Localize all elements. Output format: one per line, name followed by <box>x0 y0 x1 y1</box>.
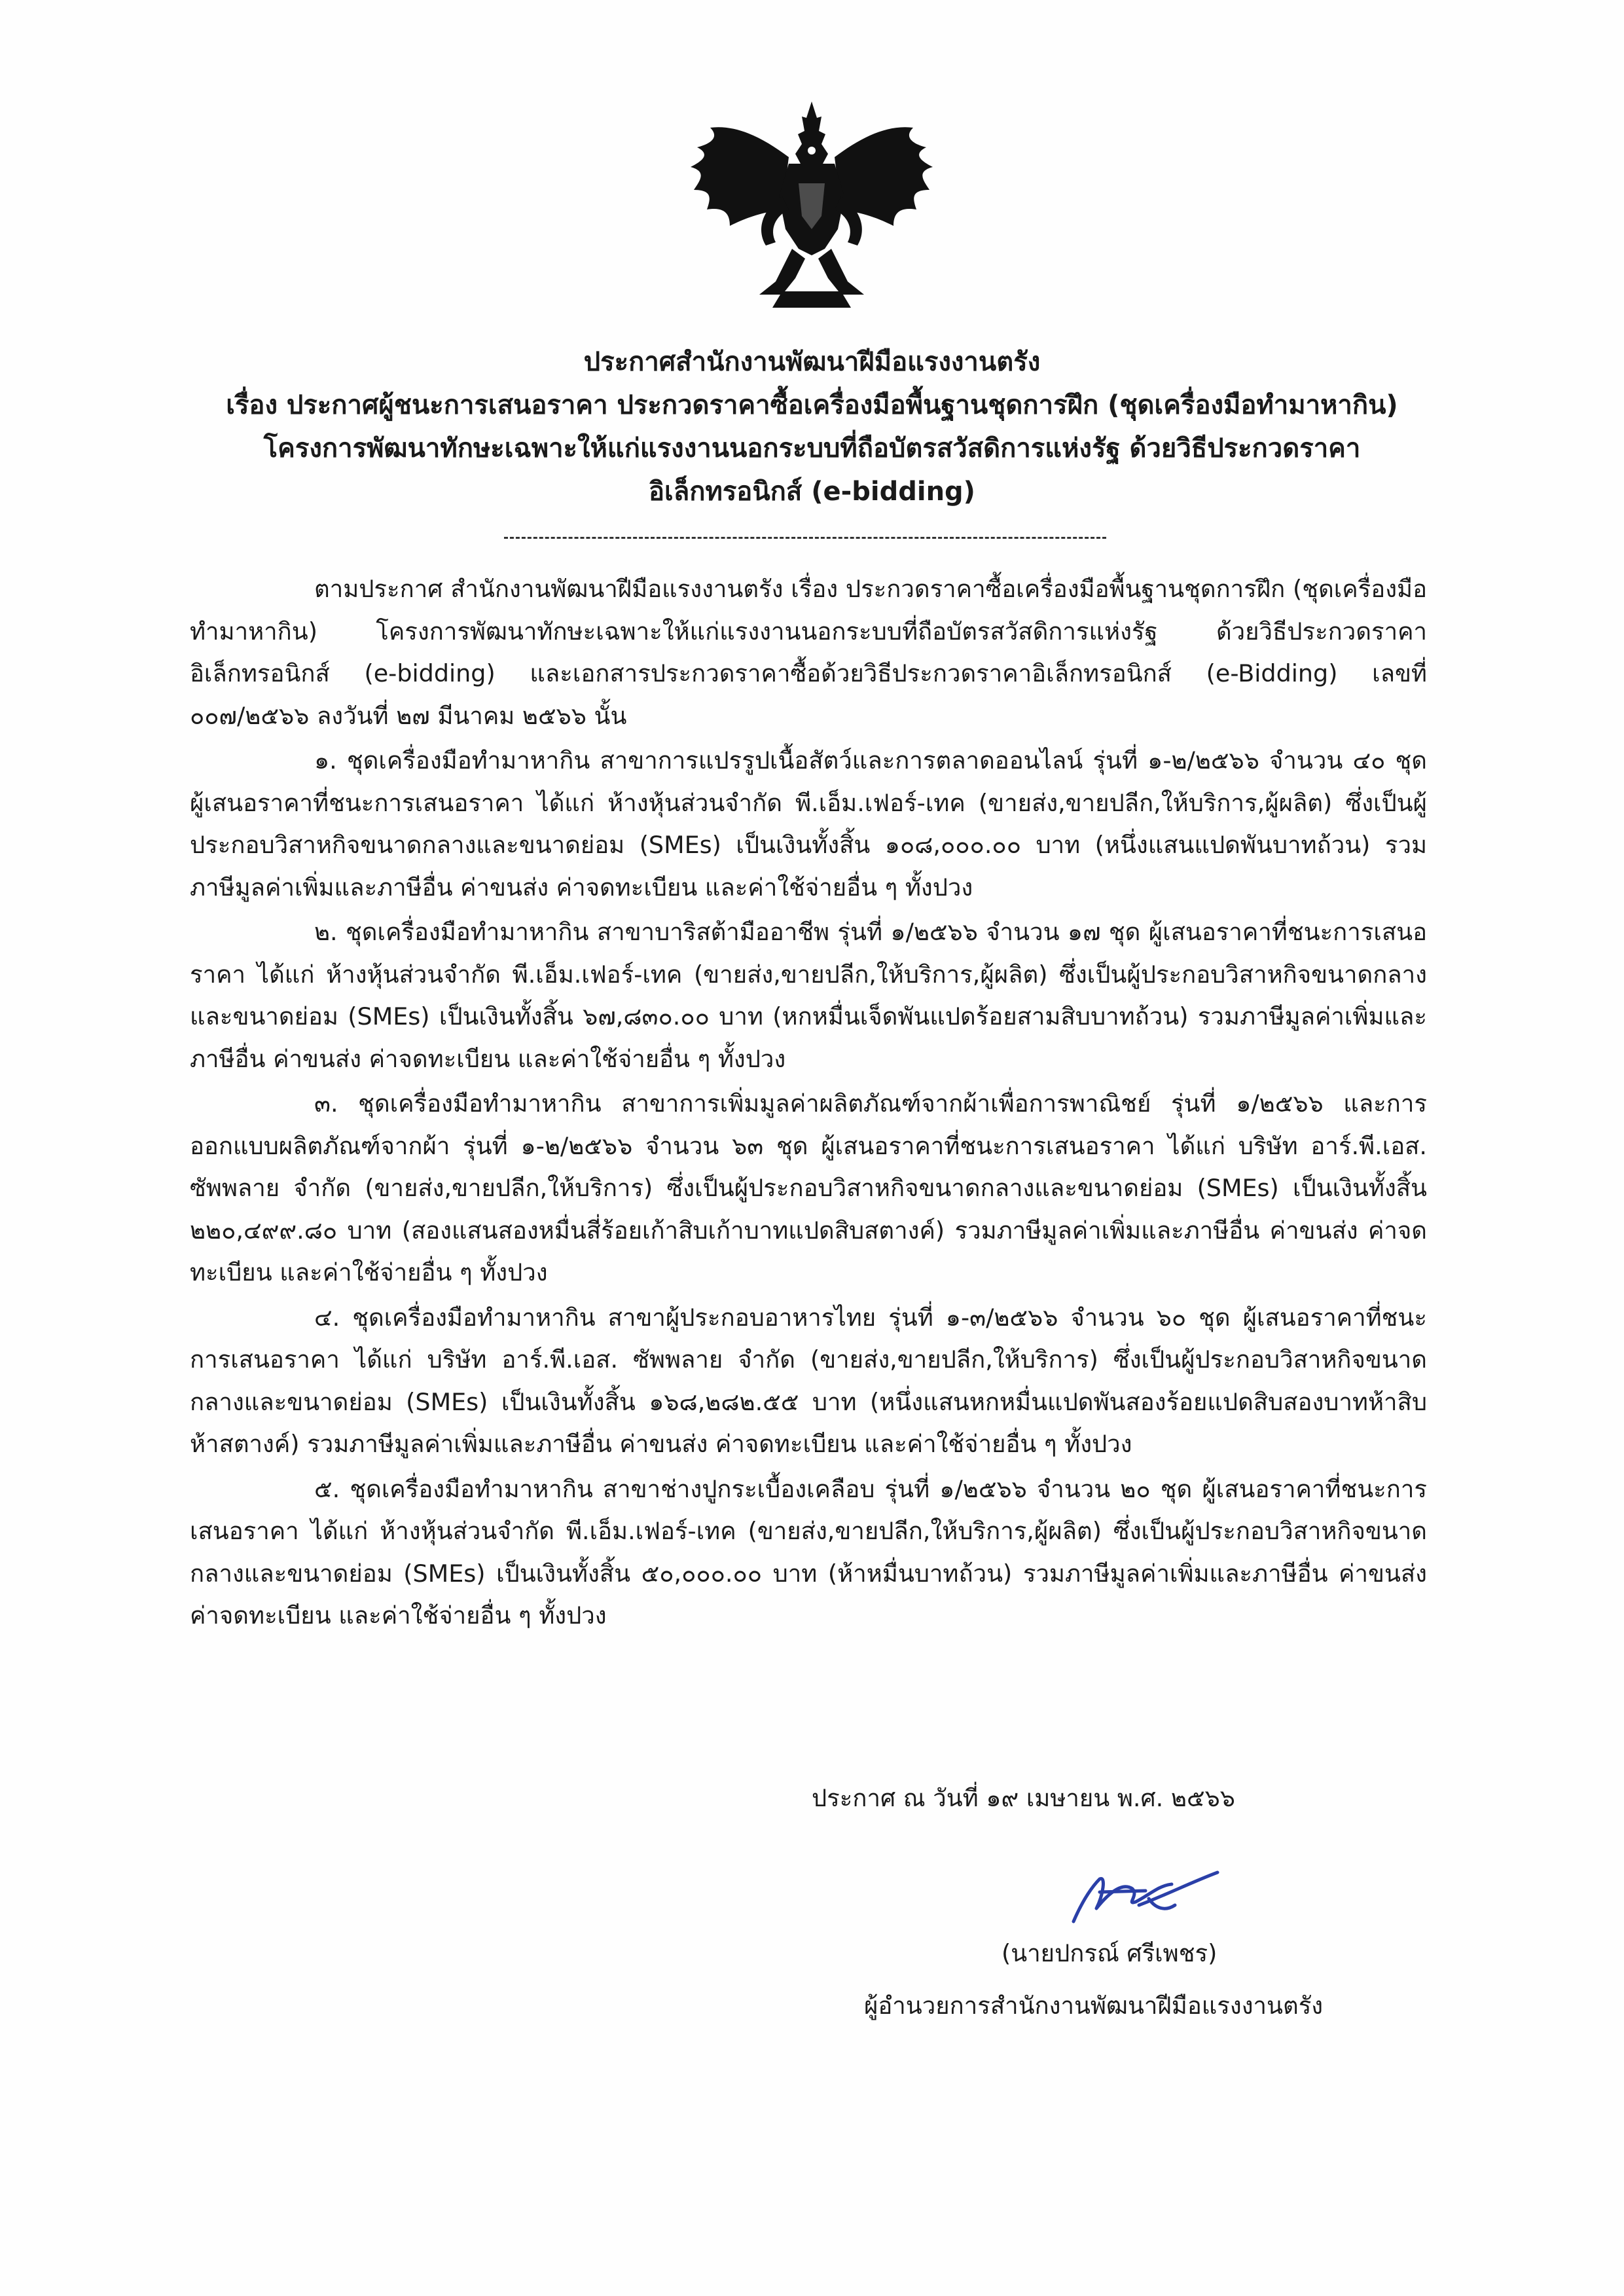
handwritten-signature-icon <box>1060 1859 1224 1931</box>
signer-name: (นายปกรณ์ ศรีเพชร) <box>1001 1939 1218 1967</box>
announcement-date: ประกาศ ณ วันที่ ๑๙ เมษายน พ.ศ. ๒๕๖๖ <box>812 1784 1235 1812</box>
document-header <box>164 340 1460 513</box>
signer-title: ผู้อำนวยการสำนักงานพัฒนาฝีมือแรงงานตรัง <box>864 1992 1324 2020</box>
intro-paragraph: ตามประกาศ สำนักงานพัฒนาฝีมือแรงงานตรัง เรื่อง ประกวดราคาซื้อเครื่องมือพื้นฐานชุดการฝึก (ชุดเครื่องมือทำมาหากิน) โครงการพัฒนาทักษะเฉพาะให้แก่แรงงานนอกระบบที่ถือบัตรสวัสดิการแห่งรัฐ ด้วยวิธีประกวดราคาอิเล็กทรอนิกส์ (e-bidding) และเอกสารประกวดราคาซื้อด้วยวิธีประกวดราคาอิเล็กทรอนิกส์ (e-Bidding) เลขที่ ๐๐๗/๒๕๖๖ ลงวันที่ ๒๗ มีนาคม ๒๕๖๖ นั้น <box>190 575 1427 730</box>
header-separator <box>504 537 1106 539</box>
header-line-1: ประกาศสำนักงานพัฒนาฝีมือแรงงานตรัง <box>583 347 1041 377</box>
item-paragraph-2: ๒. ชุดเครื่องมือทำมาหากิน สาขาบาริสต้ามืออาชีพ รุ่นที่ ๑/๒๕๖๖ จำนวน ๑๗ ชุด ผู้เสนอราคาที่ชนะการเสนอราคา ได้แก่ ห้างหุ้นส่วนจำกัด พี.เอ็ม.เฟอร์-เทค (ขายส่ง,ขายปลีก,ให้บริการ,ผู้ผลิต) ซึ่งเป็นผู้ประกอบวิสาหกิจขนาดกลางและขนาดย่อม (SMEs) เป็นเงินทั้งสิ้น ๖๗,๘๓๐.๐๐ บาท (หกหมื่นเจ็ดพันแปดร้อยสามสิบบาทถ้วน) รวมภาษีมูลค่าเพิ่มและภาษีอื่น ค่าขนส่ง ค่าจดทะเบียน และค่าใช้จ่ายอื่น ๆ ทั้งปวง <box>190 918 1427 1073</box>
item-paragraph-1: ๑. ชุดเครื่องมือทำมาหากิน สาขาการแปรรูปเนื้อสัตว์และการตลาดออนไลน์ รุ่นที่ ๑-๒/๒๕๖๖ จำนวน ๔๐ ชุด ผู้เสนอราคาที่ชนะการเสนอราคา ได้แก่ ห้างหุ้นส่วนจำกัด พี.เอ็ม.เฟอร์-เทค (ขายส่ง,ขายปลีก,ให้บริการ,ผู้ผลิต) ซึ่งเป็นผู้ประกอบวิสาหกิจขนาดกลางและขนาดย่อม (SMEs) เป็นเงินทั้งสิ้น ๑๐๘,๐๐๐.๐๐ บาท (หนึ่งแสนแปดพันบาทถ้วน) รวมภาษีมูลค่าเพิ่มและภาษีอื่น ค่าขนส่ง ค่าจดทะเบียน และค่าใช้จ่ายอื่น ๆ ทั้งปวง <box>190 746 1427 902</box>
garuda-emblem-icon <box>684 98 939 314</box>
item-paragraph-3: ๓. ชุดเครื่องมือทำมาหากิน สาขาการเพิ่มมูลค่าผลิตภัณฑ์จากผ้าเพื่อการพาณิชย์ รุ่นที่ ๑/๒๕๖๖ และการออกแบบผลิตภัณฑ์จากผ้า รุ่นที่ ๑-๒/๒๕๖๖ จำนวน ๖๓ ชุด ผู้เสนอราคาที่ชนะการเสนอราคา ได้แก่ บริษัท อาร์.พี.เอส. ซัพพลาย จำกัด (ขายส่ง,ขายปลีก,ให้บริการ) ซึ่งเป็นผู้ประกอบวิสาหกิจขนาดกลางและขนาดย่อม (SMEs) เป็นเงินทั้งสิ้น ๒๒๐,๔๙๙.๘๐ บาท (สองแสนสองหมื่นสี่ร้อยเก้าสิบเก้าบาทแปดสิบสตางค์) รวมภาษีมูลค่าเพิ่มและภาษีอื่น ค่าขนส่ง ค่าจดทะเบียน และค่าใช้จ่ายอื่น ๆ ทั้งปวง <box>190 1089 1427 1286</box>
item-paragraph-4: ๔. ชุดเครื่องมือทำมาหากิน สาขาผู้ประกอบอาหารไทย รุ่นที่ ๑-๓/๒๕๖๖ จำนวน ๖๐ ชุด ผู้เสนอราคาที่ชนะการเสนอราคา ได้แก่ บริษัท อาร์.พี.เอส. ซัพพลาย จำกัด (ขายส่ง,ขายปลีก,ให้บริการ) ซึ่งเป็นผู้ประกอบวิสาหกิจขนาดกลางและขนาดย่อม (SMEs) เป็นเงินทั้งสิ้น ๑๖๘,๒๘๒.๕๕ บาท (หนึ่งแสนหกหมื่นแปดพันสองร้อยแปดสิบสองบาทห้าสิบห้าสตางค์) รวมภาษีมูลค่าเพิ่มและภาษีอื่น ค่าขนส่ง ค่าจดทะเบียน และค่าใช้จ่ายอื่น ๆ ทั้งปวง <box>190 1303 1427 1458</box>
header-line-4: อิเล็กทรอนิกส์ (e-bidding) <box>649 477 975 507</box>
header-line-3: โครงการพัฒนาทักษะเฉพาะให้แก่แรงงานนอกระบบที่ถือบัตรสวัสดิการแห่งรัฐ ด้วยวิธีประกวดราคา <box>263 433 1361 464</box>
header-line-2: เรื่อง ประกาศผู้ชนะการเสนอราคา ประกวดราคาซื้อเครื่องมือพื้นฐานชุดการฝึก (ชุดเครื่องมือทำมาหากิน) <box>226 390 1398 420</box>
document-body <box>190 568 1427 1640</box>
item-paragraph-5: ๕. ชุดเครื่องมือทำมาหากิน สาขาช่างปูกระเบื้องเคลือบ รุ่นที่ ๑/๒๕๖๖ จำนวน ๒๐ ชุด ผู้เสนอราคาที่ชนะการเสนอราคา ได้แก่ ห้างหุ้นส่วนจำกัด พี.เอ็ม.เฟอร์-เทค (ขายส่ง,ขายปลีก,ให้บริการ,ผู้ผลิต) ซึ่งเป็นผู้ประกอบวิสาหกิจขนาดกลางและขนาดย่อม (SMEs) เป็นเงินทั้งสิ้น ๕๐,๐๐๐.๐๐ บาท (ห้าหมื่นบาทถ้วน) รวมภาษีมูลค่าเพิ่มและภาษีอื่น ค่าขนส่ง ค่าจดทะเบียน และค่าใช้จ่ายอื่น ๆ ทั้งปวง <box>190 1474 1427 1630</box>
